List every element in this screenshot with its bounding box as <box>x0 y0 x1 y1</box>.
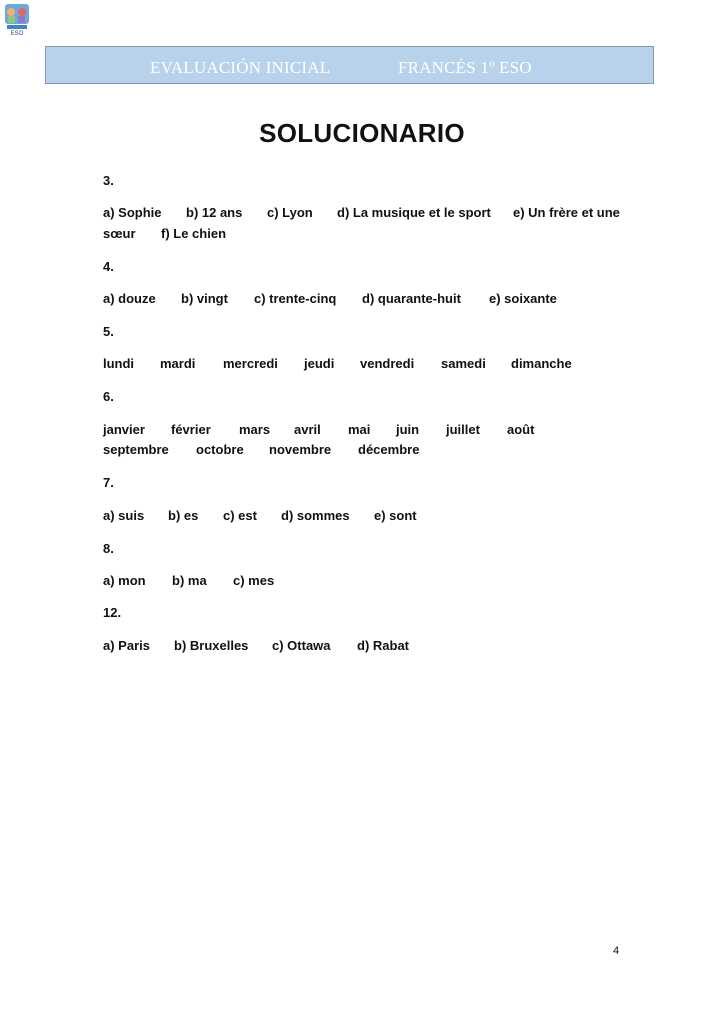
page-title: SOLUCIONARIO <box>259 118 465 148</box>
answer-item: e) Un frère et une <box>513 205 620 220</box>
answer-item: a) mon <box>103 573 146 588</box>
answer-item: vendredi <box>360 356 415 371</box>
answer-item: c) Lyon <box>267 205 313 220</box>
answer-item: a) douze <box>103 291 156 306</box>
answer-item: février <box>171 422 211 437</box>
answer-item: b) ma <box>172 573 207 588</box>
answer-item: a) Paris <box>103 638 150 653</box>
answer-item: b) vingt <box>181 291 228 306</box>
answer-item: c) mes <box>233 573 275 588</box>
answer-item: c) Ottawa <box>272 638 331 653</box>
answer-item: b) Bruxelles <box>174 638 249 653</box>
answer-item: septembre <box>103 442 169 457</box>
answer-item: novembre <box>269 442 332 457</box>
answer-item: dimanche <box>511 356 572 371</box>
answer-item: d) Rabat <box>357 638 409 653</box>
answer-item: d) La musique et le sport <box>337 205 491 220</box>
page-number: 4 <box>613 945 620 957</box>
school-logo <box>4 3 30 36</box>
section-8-answers <box>103 572 403 590</box>
answer-item: b) 12 ans <box>186 205 243 220</box>
answer-item: mardi <box>160 356 196 371</box>
header-right-text: FRANCÉS 1º ESO <box>398 58 532 77</box>
answer-item: b) es <box>168 508 199 523</box>
answer-item: mars <box>239 422 271 437</box>
answer-item: samedi <box>441 356 486 371</box>
answer-item: janvier <box>103 422 145 437</box>
answer-item: mai <box>348 422 371 437</box>
answer-item: d) sommes <box>281 508 350 523</box>
section-3-answers-row-2 <box>103 225 403 243</box>
answer-item: c) est <box>223 508 257 523</box>
section-12-answers <box>103 637 503 655</box>
section-12-number: 12. <box>103 605 122 620</box>
answer-item: juillet <box>446 422 480 437</box>
answer-item: avril <box>294 422 321 437</box>
answer-item: décembre <box>358 442 420 457</box>
section-4-answers <box>103 290 643 308</box>
section-4-number: 4. <box>103 259 114 274</box>
answer-item: juin <box>396 422 420 437</box>
section-3-answers-row-1 <box>103 204 643 222</box>
answer-item: d) quarante-huit <box>362 291 461 306</box>
section-6-number: 6. <box>103 389 114 404</box>
answer-item: a) Sophie <box>103 205 162 220</box>
answer-item: c) trente-cinq <box>254 291 337 306</box>
logo-text: ESO <box>10 31 24 36</box>
header-left-text: EVALUACIÓN INICIAL <box>150 58 331 77</box>
section-5-answers <box>103 355 643 373</box>
answer-item: octobre <box>196 442 244 457</box>
answer-item: lundi <box>103 356 135 371</box>
answer-item: a) suis <box>103 508 145 523</box>
header-banner <box>45 46 654 84</box>
answer-item: mercredi <box>223 356 278 371</box>
answer-item: e) sont <box>374 508 417 523</box>
section-5-number: 5. <box>103 324 114 339</box>
answer-item: sœur <box>103 226 136 241</box>
answer-item: jeudi <box>304 356 335 371</box>
answer-item: août <box>507 422 535 437</box>
section-7-number: 7. <box>103 475 114 490</box>
section-3-number: 3. <box>103 173 114 188</box>
answer-item: e) soixante <box>489 291 557 306</box>
section-7-answers <box>103 507 503 525</box>
section-6-answers-row-2 <box>103 441 503 459</box>
section-8-number: 8. <box>103 541 114 556</box>
answer-item: f) Le chien <box>161 226 227 241</box>
section-6-answers-row-1 <box>103 421 643 439</box>
